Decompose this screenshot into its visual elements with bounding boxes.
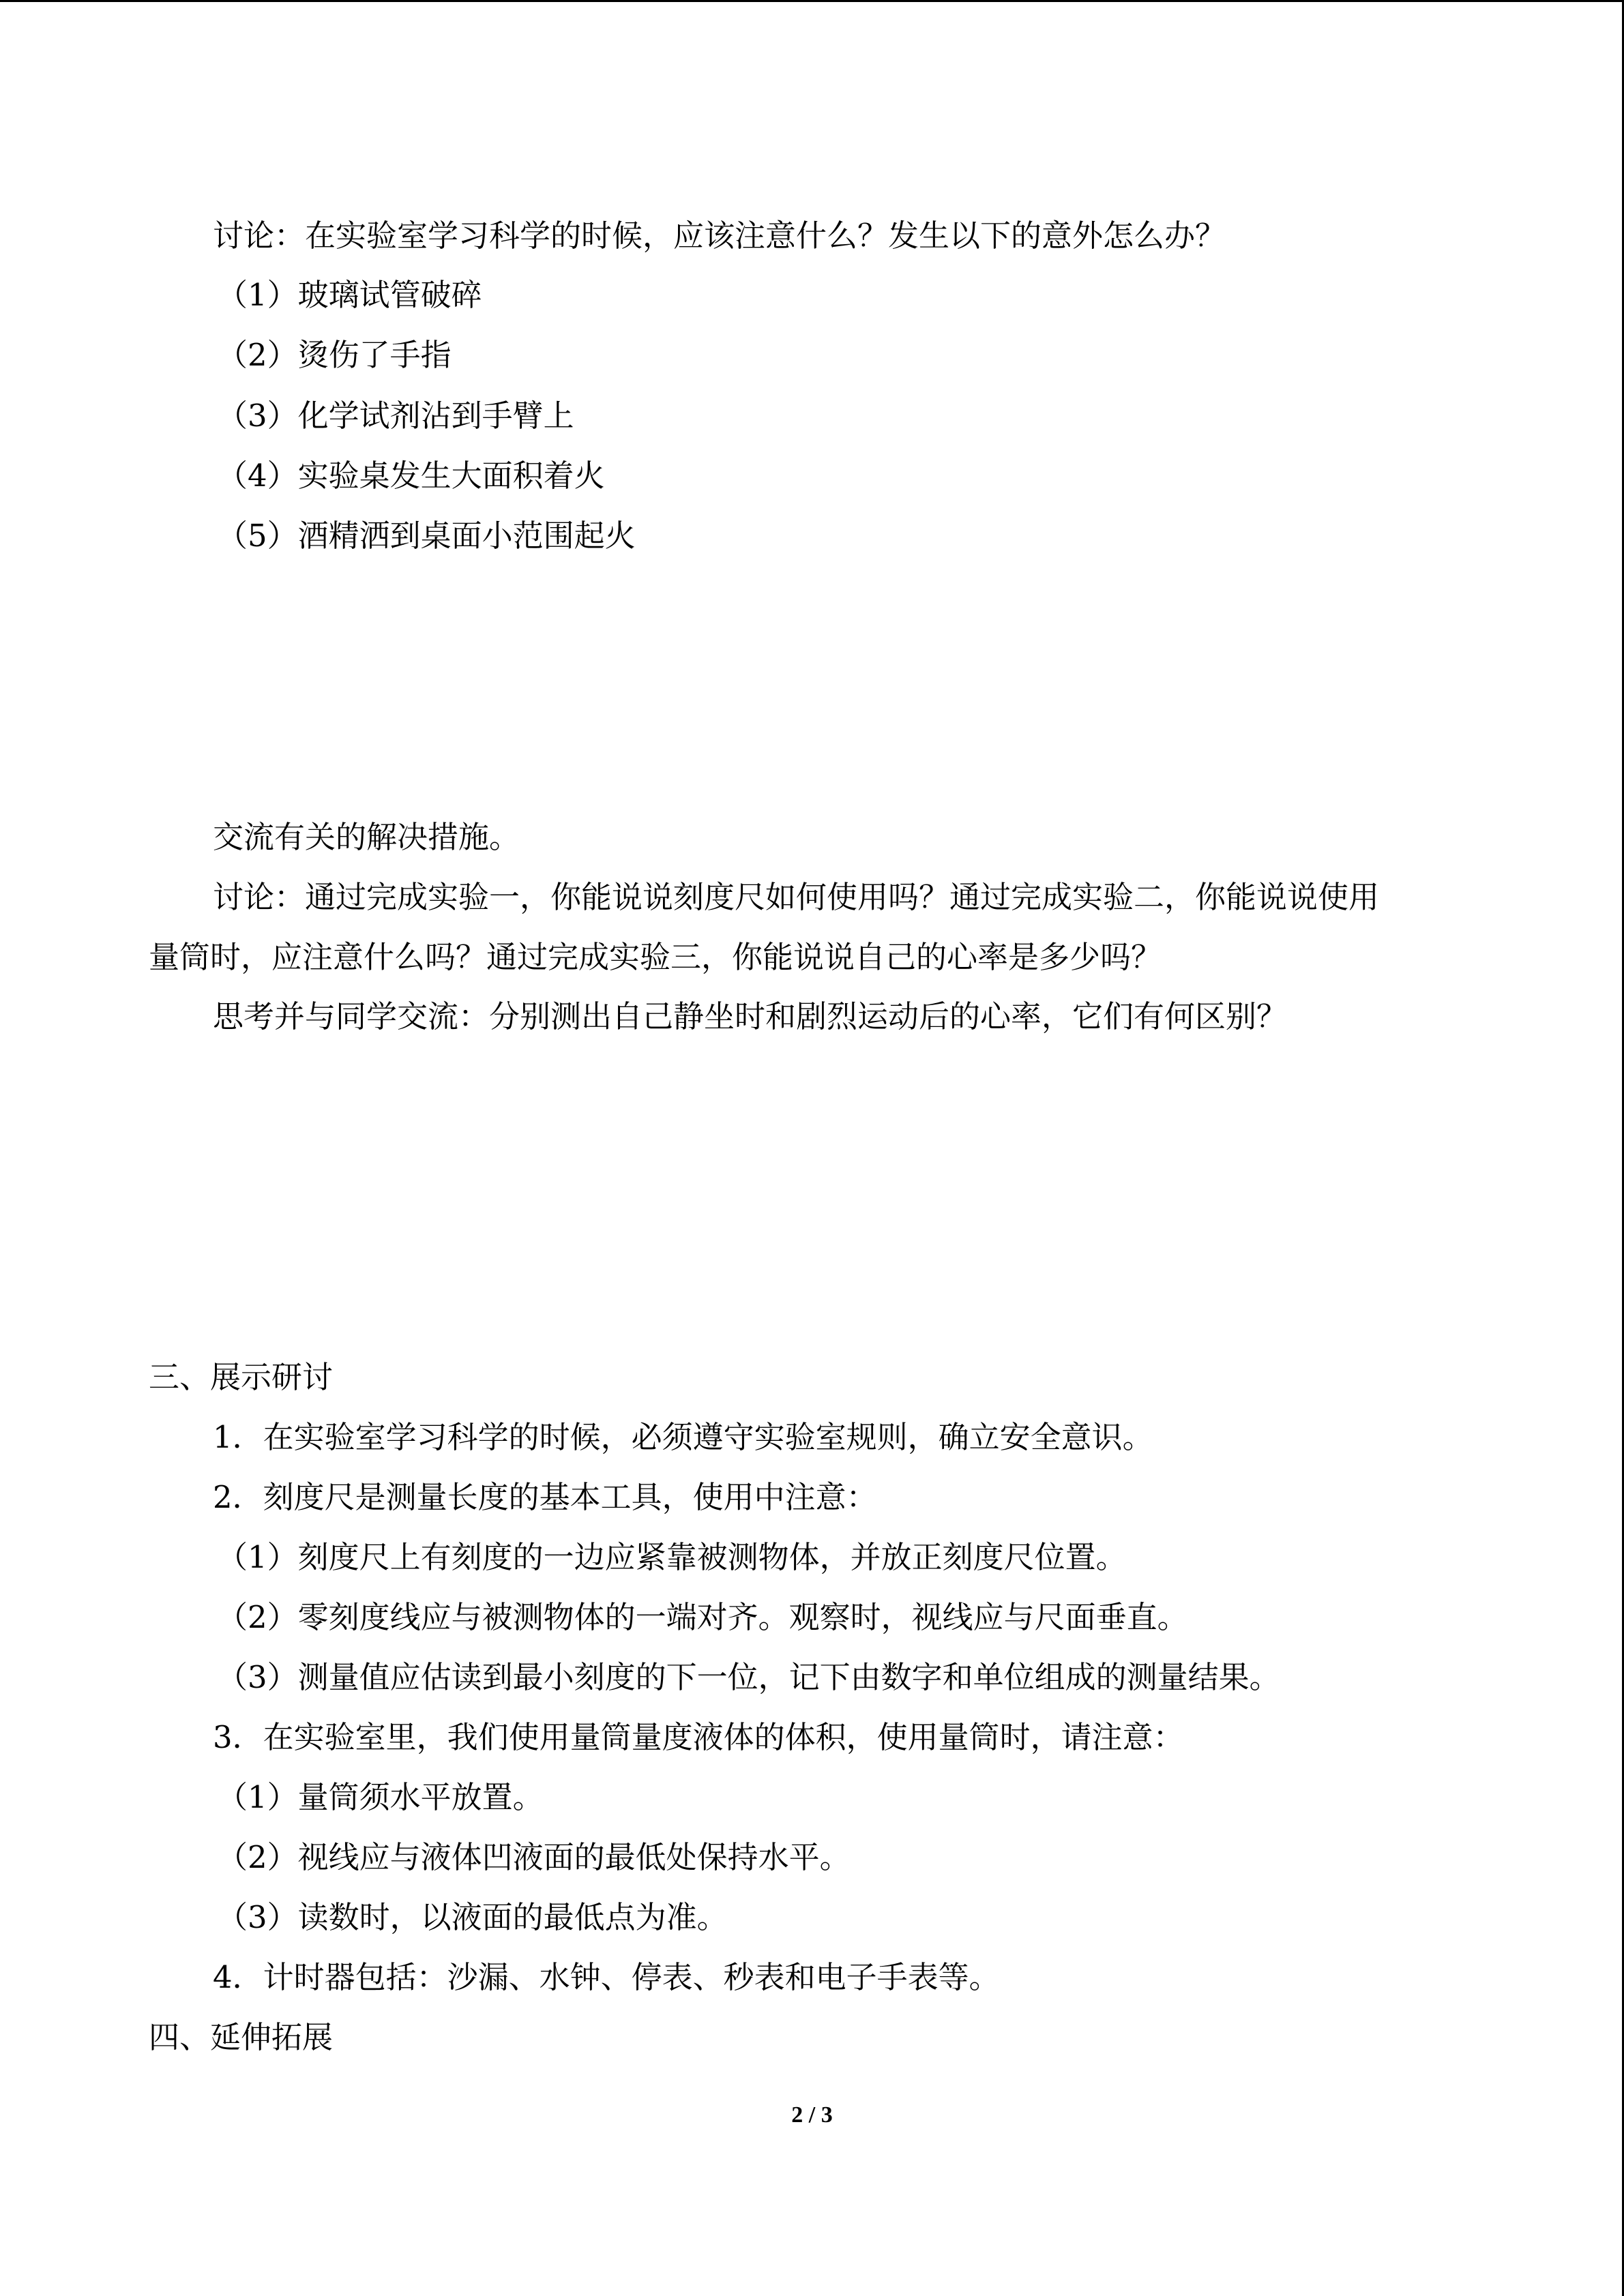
section3-point3: 3．在实验室里，我们使用量筒量度液体的体积，使用量筒时，请注意： bbox=[213, 1719, 1184, 1755]
list-item: （1）量筒须水平放置。 bbox=[217, 1779, 544, 1815]
page-number: 2 / 3 bbox=[791, 2102, 833, 2128]
list-item: （3）测量值应估读到最小刻度的下一位，记下由数字和单位组成的测量结果。 bbox=[217, 1659, 1280, 1695]
section3-point1: 1．在实验室学习科学的时候，必须遵守实验室规则，确立安全意识。 bbox=[213, 1419, 1153, 1455]
list-item: （5）酒精洒到桌面小范围起火 bbox=[217, 518, 636, 554]
exchange-text: 交流有关的解决措施。 bbox=[213, 819, 520, 855]
discussion-intro: 讨论：在实验室学习科学的时候，应该注意什么？发生以下的意外怎么办？ bbox=[213, 218, 1226, 254]
list-item: （2）视线应与液体凹液面的最低处保持水平。 bbox=[217, 1839, 851, 1875]
list-item: （2）零刻度线应与被测物体的一端对齐。观察时，视线应与尺面垂直。 bbox=[217, 1599, 1188, 1635]
section3-point4: 4．计时器包括：沙漏、水钟、停表、秒表和电子手表等。 bbox=[213, 1959, 1000, 1995]
discussion2-line2: 量筒时，应注意什么吗？通过完成实验三，你能说说自己的心率是多少吗？ bbox=[149, 939, 1162, 975]
discussion2-line1: 讨论：通过完成实验一，你能说说刻度尺如何使用吗？通过完成实验二，你能说说使用 bbox=[213, 879, 1380, 915]
list-item: （4）实验桌发生大面积着火 bbox=[217, 458, 605, 494]
section4-heading: 四、延伸拓展 bbox=[149, 2019, 334, 2055]
think-text: 思考并与同学交流：分别测出自己静坐时和剧烈运动后的心率，它们有何区别？ bbox=[213, 998, 1288, 1034]
section3-heading: 三、展示研讨 bbox=[149, 1359, 334, 1395]
page-border-top bbox=[0, 0, 1624, 2]
section3-point2: 2．刻度尺是测量长度的基本工具，使用中注意： bbox=[213, 1479, 877, 1515]
list-item: （2）烫伤了手指 bbox=[217, 337, 452, 373]
list-item: （1）玻璃试管破碎 bbox=[217, 277, 482, 313]
list-item: （3）读数时，以液面的最低点为准。 bbox=[217, 1899, 728, 1935]
list-item: （1）刻度尺上有刻度的一边应紧靠被测物体，并放正刻度尺位置。 bbox=[217, 1539, 1127, 1575]
list-item: （3）化学试剂沾到手臂上 bbox=[217, 398, 574, 434]
